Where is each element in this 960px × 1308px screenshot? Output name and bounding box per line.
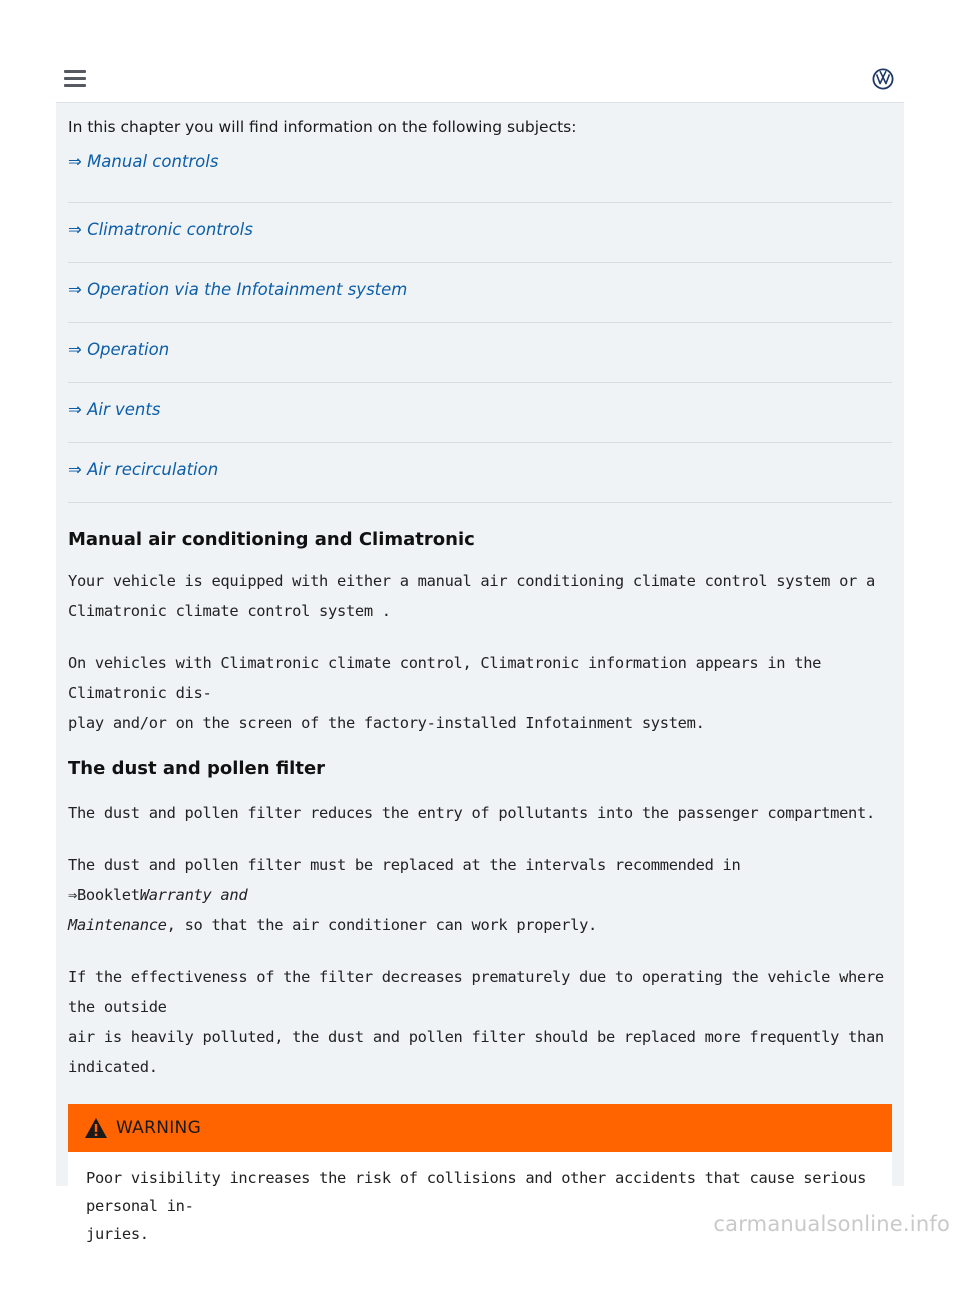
link-air-recirculation[interactable]: ⇒ Air recirculation <box>68 460 219 479</box>
text-line: play and/or on the screen of the factory-installed Infotainment system. <box>68 714 705 732</box>
list-item <box>68 443 892 503</box>
watermark: carmanualsonline.info <box>713 1212 950 1236</box>
subject-list <box>68 145 892 503</box>
list-item <box>68 145 892 203</box>
warning-box <box>68 1104 892 1308</box>
list-item <box>68 383 892 443</box>
text-line: If the effectiveness of the filter decreases prematurely due to operating the vehicle where the outside <box>68 968 884 1016</box>
text-line: Your vehicle is equipped with either a manual air conditioning climate control system or a <box>68 572 875 590</box>
top-bar <box>56 56 904 103</box>
paragraph <box>68 850 892 940</box>
warning-header <box>68 1104 892 1152</box>
paragraph <box>68 962 892 1082</box>
text-segment: The dust and pollen filter must be replaced at the intervals recommended in ⇒Booklet <box>68 856 741 904</box>
paragraph: The dust and pollen filter reduces the entry of pollutants into the passenger compartment. <box>68 804 875 822</box>
list-item <box>68 323 892 383</box>
list-item <box>68 203 892 263</box>
link-operation-infotainment[interactable]: ⇒ Operation via the Infotainment system <box>68 280 408 299</box>
section-heading-filter: The dust and pollen filter <box>68 758 326 779</box>
section-heading-climatronic: Manual air conditioning and Climatronic <box>68 529 475 550</box>
text-segment: , so that the air conditioner can work properly. <box>166 916 598 934</box>
intro-text: In this chapter you will find information on the following subjects: <box>68 118 577 136</box>
list-item <box>68 263 892 323</box>
text-line: Climatronic climate control system . <box>68 602 391 620</box>
link-climatronic-controls[interactable]: ⇒ Climatronic controls <box>68 220 253 239</box>
link-air-vents[interactable]: ⇒ Air vents <box>68 400 161 419</box>
text-line: air is heavily polluted, the dust and pollen filter should be replaced more frequently than indicated. <box>68 1028 884 1076</box>
booklet-title: Maintenance <box>68 916 167 934</box>
menu-icon[interactable] <box>64 70 86 88</box>
text-line: On vehicles with Climatronic climate control, Climatronic information appears in the Climatronic dis- <box>68 654 822 702</box>
booklet-title: Warranty and <box>139 886 248 904</box>
vw-logo-icon[interactable] <box>872 68 894 90</box>
link-operation[interactable]: ⇒ Operation <box>68 340 170 359</box>
warning-label: WARNING <box>116 1118 202 1138</box>
paragraph <box>68 648 892 738</box>
paragraph <box>68 566 892 626</box>
link-manual-controls[interactable]: ⇒ Manual controls <box>68 152 219 171</box>
text-line: juries. <box>86 1225 149 1243</box>
warning-triangle-icon <box>84 1117 108 1139</box>
text-line: Poor visibility increases the risk of collisions and other accidents that cause serious personal in- <box>86 1169 867 1215</box>
